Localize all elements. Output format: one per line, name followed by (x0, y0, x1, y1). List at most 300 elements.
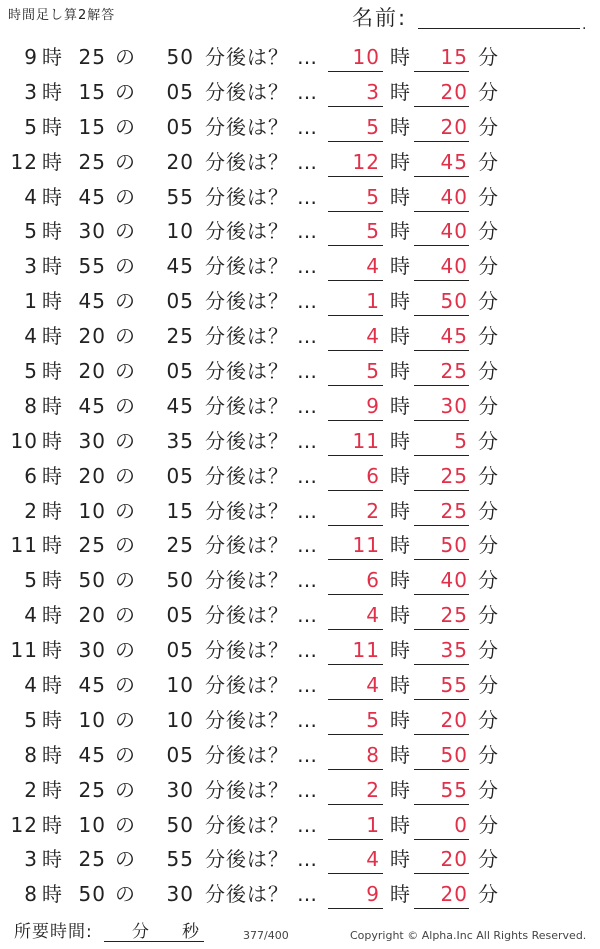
minutes-later-label: 分後は？ (205, 114, 289, 139)
answer-minute: 15 (440, 45, 468, 69)
answer-minute-label: 分 (478, 219, 499, 244)
ellipsis: … (297, 393, 317, 418)
minute-no-label: の (115, 812, 136, 837)
answer-minute-underline (414, 211, 469, 212)
problem-row (0, 597, 600, 632)
name-underline (418, 28, 580, 29)
problem-row (0, 213, 600, 248)
problem-row (0, 876, 600, 911)
worksheet-title: 時間足し算2解答 (8, 8, 116, 23)
minutes-later-label: 分後は？ (205, 463, 289, 488)
answer-hour-underline (328, 315, 383, 316)
minutes-later-label: 分後は？ (205, 359, 289, 384)
question-hour: 3 (24, 254, 38, 279)
hour-label: 時 (42, 359, 63, 384)
answer-hour-underline (328, 141, 383, 142)
ellipsis: … (297, 149, 317, 174)
answer-hour-underline (328, 664, 383, 665)
minutes-later-label: 分後は？ (205, 882, 289, 907)
minutes-later-label: 分後は？ (205, 324, 289, 349)
answer-hour-underline (328, 71, 383, 72)
answer-hour-label: 時 (390, 45, 411, 69)
hour-label: 時 (42, 393, 63, 418)
answer-minute-label: 分 (478, 603, 499, 628)
answer-minute-underline (414, 873, 469, 874)
hour-label: 時 (42, 428, 63, 453)
ellipsis: … (297, 324, 317, 349)
question-minute: 20 (78, 359, 106, 384)
answer-hour-label: 時 (390, 742, 411, 767)
answer-minute-underline (414, 839, 469, 840)
answer-hour-underline (328, 699, 383, 700)
minutes-later-label: 分後は？ (205, 673, 289, 698)
ellipsis: … (297, 638, 317, 663)
answer-minute-label: 分 (478, 568, 499, 593)
problem-row (0, 248, 600, 283)
hour-label: 時 (42, 533, 63, 558)
answer-hour: 1 (366, 812, 380, 837)
answer-hour-underline (328, 804, 383, 805)
answer-hour: 4 (366, 673, 380, 698)
question-hour: 5 (24, 114, 38, 139)
added-minutes: 25 (166, 533, 194, 558)
minutes-later-label: 分後は？ (205, 638, 289, 663)
answer-minute-underline (414, 734, 469, 735)
minutes-later-label: 分後は？ (205, 533, 289, 558)
answer-hour-underline (328, 873, 383, 874)
answer-minute-underline (414, 350, 469, 351)
ellipsis: … (297, 847, 317, 872)
hour-label: 時 (42, 463, 63, 488)
answer-minute-label: 分 (478, 638, 499, 663)
answer-minute-label: 分 (478, 428, 499, 453)
answer-hour: 11 (352, 638, 380, 663)
minute-no-label: の (115, 777, 136, 802)
answer-hour-label: 時 (390, 289, 411, 314)
answer-hour-label: 時 (390, 359, 411, 384)
question-hour: 6 (24, 463, 38, 488)
answer-minute-label: 分 (478, 707, 499, 732)
answer-minute: 5 (454, 428, 468, 453)
answer-hour: 4 (366, 603, 380, 628)
ellipsis: … (297, 184, 317, 209)
question-minute: 10 (78, 707, 106, 732)
answer-minute: 25 (440, 498, 468, 523)
minutes-later-label: 分後は？ (205, 184, 289, 209)
problem-row (0, 353, 600, 388)
answer-minute-label: 分 (478, 533, 499, 558)
answer-minute-underline (414, 525, 469, 526)
answer-hour-label: 時 (390, 533, 411, 558)
problem-row (0, 388, 600, 423)
answer-minute: 55 (440, 673, 468, 698)
minute-no-label: の (115, 359, 136, 384)
answer-minute-label: 分 (478, 184, 499, 209)
ellipsis: … (297, 812, 317, 837)
answer-hour: 12 (352, 149, 380, 174)
added-minutes: 20 (166, 149, 194, 174)
added-minutes: 15 (166, 498, 194, 523)
answer-minute-label: 分 (478, 114, 499, 139)
ellipsis: … (297, 603, 317, 628)
ellipsis: … (297, 289, 317, 314)
question-minute: 25 (78, 149, 106, 174)
minute-no-label: の (115, 149, 136, 174)
answer-minute: 20 (440, 847, 468, 872)
problem-row (0, 527, 600, 562)
minutes-later-label: 分後は？ (205, 498, 289, 523)
hour-label: 時 (42, 254, 63, 279)
minutes-later-label: 分後は？ (205, 568, 289, 593)
answer-minute-label: 分 (478, 847, 499, 872)
time-second-label: 秒 (182, 922, 199, 942)
question-hour: 12 (10, 812, 38, 837)
answer-hour-label: 時 (390, 219, 411, 244)
answer-hour-label: 時 (390, 603, 411, 628)
page-number: 377/400 (243, 929, 289, 942)
problem-row (0, 283, 600, 318)
answer-hour-underline (328, 908, 383, 909)
minute-no-label: の (115, 638, 136, 663)
answer-hour-underline (328, 350, 383, 351)
answer-hour: 1 (366, 289, 380, 314)
added-minutes: 55 (166, 847, 194, 872)
added-minutes: 05 (166, 742, 194, 767)
answer-minute-underline (414, 594, 469, 595)
added-minutes: 05 (166, 289, 194, 314)
answer-hour-label: 時 (390, 393, 411, 418)
added-minutes: 35 (166, 428, 194, 453)
answer-hour-underline (328, 211, 383, 212)
answer-minute: 40 (440, 184, 468, 209)
answer-hour-label: 時 (390, 79, 411, 104)
answer-minute-label: 分 (478, 463, 499, 488)
answer-minute-underline (414, 280, 469, 281)
answer-hour-underline (328, 420, 383, 421)
hour-label: 時 (42, 812, 63, 837)
added-minutes: 30 (166, 882, 194, 907)
minutes-later-label: 分後は？ (205, 393, 289, 418)
answer-hour-label: 時 (390, 324, 411, 349)
answer-minute-label: 分 (478, 812, 499, 837)
answer-minute: 25 (440, 603, 468, 628)
answer-minute: 55 (440, 777, 468, 802)
ellipsis: … (297, 219, 317, 244)
answer-minute-underline (414, 804, 469, 805)
added-minutes: 45 (166, 393, 194, 418)
answer-minute-underline (414, 629, 469, 630)
answer-hour: 4 (366, 847, 380, 872)
answer-hour-label: 時 (390, 428, 411, 453)
added-minutes: 10 (166, 219, 194, 244)
ellipsis: … (297, 428, 317, 453)
question-minute: 50 (78, 568, 106, 593)
answer-hour-label: 時 (390, 184, 411, 209)
answer-minute-underline (414, 385, 469, 386)
answer-minute-label: 分 (478, 359, 499, 384)
minutes-later-label: 分後は？ (205, 742, 289, 767)
answer-hour-underline (328, 594, 383, 595)
added-minutes: 05 (166, 463, 194, 488)
name-end-mark: . (582, 17, 587, 33)
ellipsis: … (297, 742, 317, 767)
hour-label: 時 (42, 219, 63, 244)
answer-hour: 5 (366, 114, 380, 139)
minute-no-label: の (115, 45, 136, 69)
added-minutes: 05 (166, 359, 194, 384)
minutes-later-label: 分後は？ (205, 777, 289, 802)
hour-label: 時 (42, 638, 63, 663)
ellipsis: … (297, 359, 317, 384)
question-hour: 2 (24, 498, 38, 523)
answer-minute-label: 分 (478, 673, 499, 698)
hour-label: 時 (42, 568, 63, 593)
minutes-later-label: 分後は？ (205, 847, 289, 872)
ellipsis: … (297, 533, 317, 558)
answer-hour-underline (328, 176, 383, 177)
question-minute: 25 (78, 45, 106, 69)
ellipsis: … (297, 707, 317, 732)
question-minute: 30 (78, 638, 106, 663)
problem-row (0, 144, 600, 179)
minute-no-label: の (115, 324, 136, 349)
question-hour: 5 (24, 219, 38, 244)
question-minute: 30 (78, 428, 106, 453)
question-minute: 10 (78, 498, 106, 523)
ellipsis: … (297, 463, 317, 488)
answer-minute-underline (414, 664, 469, 665)
answer-hour: 3 (366, 79, 380, 104)
question-minute: 45 (78, 289, 106, 314)
question-hour: 10 (10, 428, 38, 453)
answer-hour: 6 (366, 568, 380, 593)
question-minute: 45 (78, 393, 106, 418)
answer-hour-underline (328, 385, 383, 386)
question-hour: 3 (24, 79, 38, 104)
question-hour: 11 (10, 638, 38, 663)
minutes-later-label: 分後は？ (205, 289, 289, 314)
minute-no-label: の (115, 114, 136, 139)
ellipsis: … (297, 568, 317, 593)
question-hour: 4 (24, 324, 38, 349)
answer-minute-label: 分 (478, 498, 499, 523)
answer-minute-label: 分 (478, 79, 499, 104)
answer-hour-underline (328, 839, 383, 840)
hour-label: 時 (42, 324, 63, 349)
answer-minute-underline (414, 141, 469, 142)
answer-minute-label: 分 (478, 742, 499, 767)
problem-row (0, 737, 600, 772)
minutes-later-label: 分後は？ (205, 428, 289, 453)
answer-minute-label: 分 (478, 393, 499, 418)
answer-hour-label: 時 (390, 463, 411, 488)
answer-hour: 9 (366, 882, 380, 907)
answer-minute-label: 分 (478, 324, 499, 349)
time-minute-label: 分 (132, 922, 149, 942)
answer-hour: 4 (366, 324, 380, 349)
ellipsis: … (297, 498, 317, 523)
added-minutes: 45 (166, 254, 194, 279)
added-minutes: 30 (166, 777, 194, 802)
answer-hour-label: 時 (390, 498, 411, 523)
answer-minute: 40 (440, 568, 468, 593)
ellipsis: … (297, 254, 317, 279)
question-minute: 15 (78, 79, 106, 104)
answer-minute: 45 (440, 324, 468, 349)
problem-row (0, 39, 600, 74)
answer-minute: 45 (440, 149, 468, 174)
answer-minute-underline (414, 908, 469, 909)
question-minute: 45 (78, 673, 106, 698)
answer-minute: 20 (440, 707, 468, 732)
added-minutes: 05 (166, 638, 194, 663)
name-label: 名前: (352, 6, 408, 30)
answer-minute-underline (414, 106, 469, 107)
answer-hour: 8 (366, 742, 380, 767)
answer-hour-underline (328, 629, 383, 630)
minute-no-label: の (115, 254, 136, 279)
answer-minute: 20 (440, 114, 468, 139)
answer-hour: 5 (366, 184, 380, 209)
answer-minute: 50 (440, 533, 468, 558)
problem-row (0, 109, 600, 144)
answer-minute: 25 (440, 463, 468, 488)
minute-no-label: の (115, 707, 136, 732)
answer-hour: 2 (366, 498, 380, 523)
problem-list (0, 39, 600, 911)
answer-hour-underline (328, 769, 383, 770)
minutes-later-label: 分後は？ (205, 219, 289, 244)
answer-hour: 4 (366, 254, 380, 279)
question-hour: 4 (24, 184, 38, 209)
question-hour: 5 (24, 707, 38, 732)
answer-hour-label: 時 (390, 777, 411, 802)
question-minute: 45 (78, 184, 106, 209)
question-hour: 9 (24, 45, 38, 69)
problem-row (0, 841, 600, 876)
added-minutes: 05 (166, 79, 194, 104)
problem-row (0, 772, 600, 807)
added-minutes: 25 (166, 324, 194, 349)
answer-hour: 11 (352, 533, 380, 558)
question-minute: 25 (78, 533, 106, 558)
added-minutes: 50 (166, 45, 194, 69)
answer-hour-label: 時 (390, 254, 411, 279)
minute-no-label: の (115, 533, 136, 558)
answer-hour-label: 時 (390, 568, 411, 593)
question-minute: 15 (78, 114, 106, 139)
question-hour: 2 (24, 777, 38, 802)
problem-row (0, 458, 600, 493)
minute-no-label: の (115, 568, 136, 593)
answer-hour: 9 (366, 393, 380, 418)
minute-no-label: の (115, 184, 136, 209)
hour-label: 時 (42, 673, 63, 698)
hour-label: 時 (42, 847, 63, 872)
answer-hour-underline (328, 106, 383, 107)
answer-minute-label: 分 (478, 777, 499, 802)
name-field (352, 6, 588, 32)
question-hour: 4 (24, 603, 38, 628)
minute-no-label: の (115, 463, 136, 488)
answer-minute-underline (414, 176, 469, 177)
answer-hour: 5 (366, 359, 380, 384)
hour-label: 時 (42, 777, 63, 802)
answer-hour-label: 時 (390, 114, 411, 139)
question-hour: 4 (24, 673, 38, 698)
ellipsis: … (297, 882, 317, 907)
answer-hour: 6 (366, 463, 380, 488)
answer-minute-underline (414, 559, 469, 560)
answer-minute: 40 (440, 219, 468, 244)
answer-minute-underline (414, 245, 469, 246)
answer-minute: 50 (440, 742, 468, 767)
problem-row (0, 493, 600, 528)
hour-label: 時 (42, 882, 63, 907)
question-minute: 20 (78, 603, 106, 628)
answer-minute: 25 (440, 359, 468, 384)
time-required-label: 所要時間: (14, 922, 93, 942)
answer-hour-underline (328, 455, 383, 456)
answer-minute: 20 (440, 79, 468, 104)
minute-no-label: の (115, 289, 136, 314)
answer-hour: 2 (366, 777, 380, 802)
hour-label: 時 (42, 603, 63, 628)
answer-hour-underline (328, 245, 383, 246)
answer-hour-underline (328, 525, 383, 526)
copyright-notice: Copyright © Alpha.Inc All Rights Reserved. (350, 929, 587, 942)
answer-minute-label: 分 (478, 289, 499, 314)
answer-hour-label: 時 (390, 812, 411, 837)
ellipsis: … (297, 114, 317, 139)
answer-minute-underline (414, 455, 469, 456)
question-minute: 10 (78, 812, 106, 837)
answer-hour: 5 (366, 707, 380, 732)
minutes-later-label: 分後は？ (205, 603, 289, 628)
added-minutes: 55 (166, 184, 194, 209)
ellipsis: … (297, 45, 317, 69)
answer-minute: 0 (454, 812, 468, 837)
ellipsis: … (297, 777, 317, 802)
problem-row (0, 74, 600, 109)
hour-label: 時 (42, 79, 63, 104)
minute-no-label: の (115, 673, 136, 698)
question-hour: 1 (24, 289, 38, 314)
answer-hour: 10 (352, 45, 380, 69)
minute-no-label: の (115, 393, 136, 418)
problem-row (0, 632, 600, 667)
problem-row (0, 667, 600, 702)
minute-no-label: の (115, 498, 136, 523)
answer-hour-label: 時 (390, 638, 411, 663)
answer-hour-label: 時 (390, 882, 411, 907)
answer-hour-underline (328, 734, 383, 735)
answer-minute: 20 (440, 882, 468, 907)
ellipsis: … (297, 673, 317, 698)
answer-hour-label: 時 (390, 673, 411, 698)
minutes-later-label: 分後は？ (205, 707, 289, 732)
answer-minute: 35 (440, 638, 468, 663)
answer-minute-underline (414, 699, 469, 700)
answer-hour-underline (328, 280, 383, 281)
question-hour: 8 (24, 882, 38, 907)
question-minute: 20 (78, 463, 106, 488)
question-minute: 45 (78, 742, 106, 767)
question-minute: 55 (78, 254, 106, 279)
hour-label: 時 (42, 184, 63, 209)
problem-row (0, 318, 600, 353)
minutes-later-label: 分後は？ (205, 149, 289, 174)
